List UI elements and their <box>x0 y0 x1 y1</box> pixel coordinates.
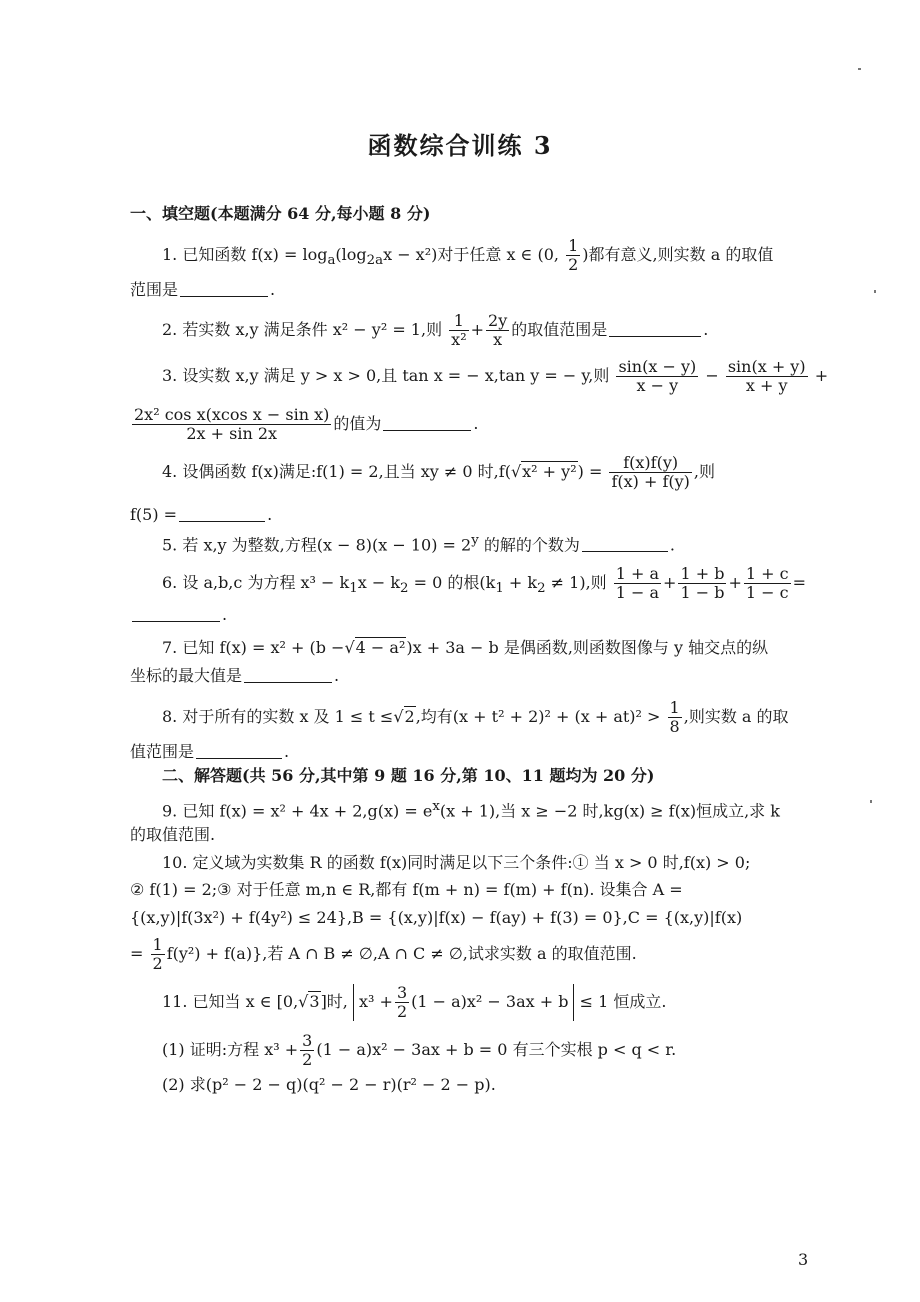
question-3: 3. 设实数 x,y 满足 y > x > 0,且 tan x = − x,tan y = − y,则 $\frac{\sin(x - y)}{x - y}$ − $\frac{\sin(x + y)}{x + y}$ + <box>162 357 829 395</box>
fraction: $\frac{\sin(x + y)}{x + y}$ <box>727 357 806 395</box>
fraction: $\frac{3}{2}$ <box>302 1031 313 1069</box>
question-4-cont: f(5) = . <box>130 505 273 524</box>
scan-speck <box>874 290 876 293</box>
question-6: 6. 设 a,b,c 为方程 $x^3 - k_1x - k_2 = 0$ 的根$(k_1 + k_2 \ne 1)$,则 $\frac{1 + a}{1 - a}$ + $\frac{1 + b}{1 - b}$ + $\frac{1 + c}{1 - c}$ = <box>162 564 806 602</box>
answer-blank[interactable] <box>383 414 471 431</box>
fraction: $\frac{1}{8}$ <box>669 698 680 736</box>
scan-speck <box>858 68 861 70</box>
question-10-line-2: ② f(1) = 2;③ 对于任意 m,n ∈ R,都有 f(m + n) = f(m) + f(n). 设集合 A = <box>130 880 683 899</box>
answer-blank[interactable] <box>180 280 268 297</box>
question-9: 9. 已知 $f(x) = x^2 + 4x + 2,g(x) = e^x(x + 1)$,当 x ≥ −2 时,kg(x) ≥ f(x)恒成立,求 k <box>162 799 780 821</box>
fraction: $\frac{f(x)f(y)}{f(x) + f(y)}$ <box>611 453 690 491</box>
fraction: $\frac{1}{2}$ <box>568 236 579 274</box>
question-11-part-1: (1) 证明:方程 x³ + $\frac{3}{2}$ (1 − a)x² − 3ax + b = 0 有三个实根 p < q < r. <box>162 1031 677 1069</box>
question-10-line-1: 10. 定义域为实数集 R 的函数 f(x)同时满足以下三个条件:① 当 x > 0 时,f(x) > 0; <box>162 853 751 872</box>
fraction: $\frac{1 + a}{1 - a}$ <box>615 564 660 602</box>
question-3-cont: $\frac{\text{2x² cos x(xcos x − sin x)}}{2x + \sin 2x}$ 的值为 . <box>134 405 479 443</box>
answer-blank[interactable] <box>582 535 668 552</box>
question-1: 1. 已知函数 $f(x) = \log_a(\log_{2a}x - x^2)$对于任意 x ∈ (0, $\frac{1}{2}$ )都有意义,则实数 a 的取值 <box>162 236 774 274</box>
question-11-part-2: (2) 求(p² − 2 − q)(q² − 2 − r)(r² − 2 − p). <box>162 1075 496 1094</box>
question-7-cont: 坐标的最大值是 . <box>130 666 340 685</box>
question-10-line-4: = $\frac{1}{2}$ f(y²) + f(a)},若 A ∩ B ≠ ∅,A ∩ C ≠ ∅,试求实数 a 的取值范围. <box>130 935 637 973</box>
section-heading-fill-in: 一、填空题(本题满分 64 分,每小题 8 分) <box>130 204 431 223</box>
absolute-value: x³ + $\frac{3}{2}$ (1 − a)x² − 3ax + b <box>353 984 574 1021</box>
fraction: $\frac{1}{2}$ <box>152 935 163 973</box>
page-number: 3 <box>798 1250 809 1269</box>
fraction: $\frac{\text{2x² cos x(xcos x − sin x)}}{2x + \sin 2x}$ <box>134 405 330 443</box>
question-6-cont: . <box>130 603 227 627</box>
fraction: $\frac{1 + c}{1 - c}$ <box>745 564 789 602</box>
answer-blank[interactable] <box>196 742 282 759</box>
fraction: $\frac{\sin(x - y)}{x - y}$ <box>618 357 697 395</box>
question-1-cont: 范围是 . <box>130 280 276 299</box>
answer-blank[interactable] <box>179 505 265 522</box>
fraction: $\frac{3}{2}$ <box>396 983 408 1021</box>
fraction: $\frac{2y}{x}$ <box>488 311 508 349</box>
question-4: 4. 设偶函数 f(x)满足:f(1) = 2,且当 xy ≠ 0 时,f(√x² + y²) = $\frac{f(x)f(y)}{f(x) + f(y)}$ ,则 <box>162 453 715 491</box>
question-8-cont: 值范围是 . <box>130 742 290 761</box>
fraction: $\frac{1}{\text{x²}}$ <box>451 311 467 349</box>
question-9-cont: 的取值范围. <box>130 825 216 844</box>
question-11: 11. 已知当 x ∈ [0,√3]时, x³ + $\frac{3}{2}$ (1 − a)x² − 3ax + b ≤ 1 恒成立. <box>162 983 667 1021</box>
page-title: 函数综合训练 3 <box>367 131 553 160</box>
answer-blank[interactable] <box>244 666 332 683</box>
question-5: 5. 若 x,y 为整数,方程$(x - 8)(x - 10) = 2^y$ 的解的个数为 . <box>162 533 675 555</box>
question-10-line-3: {(x,y)|f(3x²) + f(4y²) ≤ 24},B = {(x,y)|f(x) − f(ay) + f(3) = 0},C = {(x,y)|f(x) <box>130 908 743 927</box>
question-8: 8. 对于所有的实数 x 及 1 ≤ t ≤√2,均有(x + t² + 2)² + (x + at)² > $\frac{1}{8}$ ,则实数 a 的取 <box>162 698 789 736</box>
fraction: $\frac{1 + b}{1 - b}$ <box>680 564 725 602</box>
question-2: 2. 若实数 x,y 满足条件 x² − y² = 1,则 $\frac{1}{\text{x²}}$ + $\frac{2y}{x}$ 的取值范围是 . <box>162 311 709 349</box>
section-heading-answer: 二、解答题(共 56 分,其中第 9 题 16 分,第 10、11 题均为 20 分) <box>162 766 655 785</box>
scan-speck <box>870 800 872 803</box>
answer-blank[interactable] <box>609 320 701 337</box>
question-7: 7. 已知 f(x) = x² + (b −√4 − a²)x + 3a − b 是偶函数,则函数图像与 y 轴交点的纵 <box>162 638 769 657</box>
answer-blank[interactable] <box>132 605 220 622</box>
